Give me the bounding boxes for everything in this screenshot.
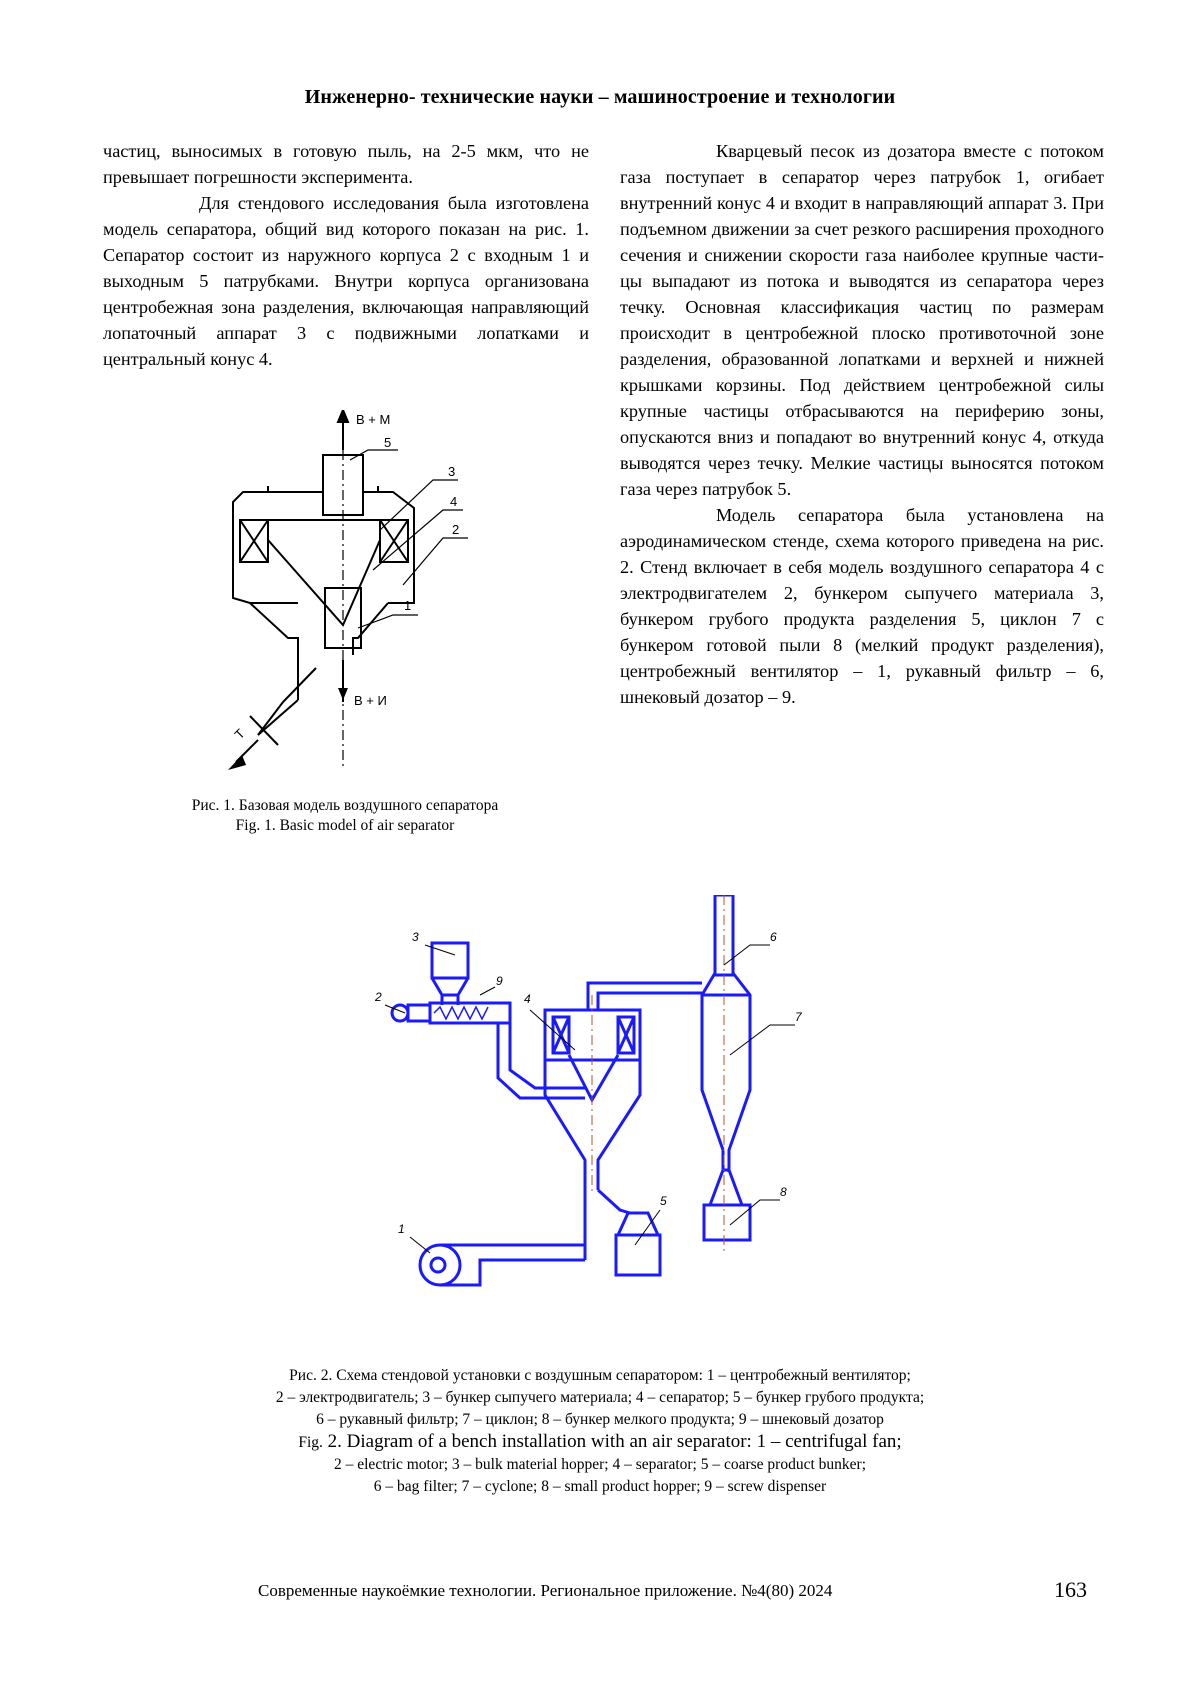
label-flow-in: В + И bbox=[354, 693, 387, 708]
label-5: 5 bbox=[384, 435, 392, 450]
caption-en-prefix: Fig. bbox=[298, 1434, 323, 1451]
caption-ru: Рис. 1. Базовая модель воздушного сепаратора bbox=[191, 797, 499, 814]
left-column bbox=[103, 138, 589, 372]
paragraph: Кварцевый песок из дозатора вместе с потоком газа поступает в сепаратор через патрубок 1, огибает внутренний конус 4 и входит в направляющий аппарат 3. При подъемном движении за счет резкого расширения проходного сечения и снижении скорости газа наиболее крупные частицы выпадают из потока и выводятся из сепаратора через течку. Основная классификация частиц по размерам происходит в центробежной плоско противоточной зоне разделения, образованной лопатками и верхней и нижней крышками корзины. Под действием центробежной силы крупные частицы отбрасываются на периферию зоны, опускаются вниз и попадают во внутренний конус 4, откуда выводятся через течку. Мелкие частицы выносятся потоком газа через патрубок 5. bbox=[620, 141, 1104, 499]
caption-en: Fig. 1. Basic model of air separator bbox=[235, 817, 455, 834]
cyclone-7 bbox=[702, 973, 750, 1172]
figure-2-bench-diagram bbox=[330, 895, 870, 1325]
caption-en-main bbox=[0, 1431, 1200, 1454]
caption-ru-line: 6 – рукавный фильтр; 7 – циклон; 8 – бункер мелкого продукта; 9 – шнековый дозатор bbox=[316, 1411, 884, 1428]
label-1: 1 bbox=[404, 598, 412, 613]
label-side-flow: Т bbox=[231, 725, 248, 743]
caption-en-main-text: 2. Diagram of a bench installation with an air separator: 1 – centrifugal fan; bbox=[327, 1431, 902, 1452]
label-flow-out: В + М bbox=[356, 412, 391, 427]
caption-en-line: 2 – electric motor; 3 – bulk material hopper; 4 – separator; 5 – coarse product bunker; bbox=[334, 1456, 866, 1473]
fine-hopper-8 bbox=[704, 1205, 750, 1240]
electric-motor-2 bbox=[408, 1005, 430, 1021]
label-4: 4 bbox=[524, 992, 531, 1006]
caption-ru-line: Рис. 2. Схема стендовой установки с воздушным сепаратором: 1 – центробежный вентилятор; bbox=[289, 1367, 911, 1384]
paragraph: частиц, выносимых в готовую пыль, на 2-5 мкм, что не превышает погрешности эксперимента. bbox=[103, 141, 589, 187]
paragraph: Для стендового исследования была изготовлена модель сепаратора, общий вид которого показан на рис. 1. Сепаратор состоит из наружного корпуса 2 с входным 1 и выходным 5 патрубками. Внутри корпуса организована центробежная зона разделения, включающая направляющий лопаточный аппарат 3 с подвижными лопатками и центральный конус 4. bbox=[103, 193, 589, 369]
journal-title: Современные наукоёмкие технологии. Региональное приложение. №4(80) 2024 bbox=[258, 1581, 833, 1600]
label-2: 2 bbox=[375, 990, 382, 1004]
figure-2-caption bbox=[0, 1365, 1200, 1498]
label-6: 6 bbox=[770, 930, 777, 944]
paragraph: Модель сепаратора была установлена на аэродинамическом стенде, схема которого приведена на рис. 2. Стенд включает в себя модель воздушного сепаратора 4 с электродвигателем 2, бункером сыпучего материала 3, бункером грубого продукта разделения 5, циклон 7 с бункером готовой пыли 8 (мелкий продукт разделения), центробежный вентилятор – 1, рукавный фильтр – 6, шнековый дозатор – 9. bbox=[620, 505, 1104, 707]
duct-to-cyclone bbox=[588, 983, 702, 1010]
label-3: 3 bbox=[412, 930, 419, 944]
running-header: Инженерно- технические науки – машиностроение и технологии bbox=[304, 86, 896, 108]
bulk-hopper-3 bbox=[432, 943, 468, 978]
figure-1-separator-diagram bbox=[228, 410, 528, 780]
label-8: 8 bbox=[780, 1185, 787, 1199]
label-9: 9 bbox=[496, 974, 503, 988]
label-2: 2 bbox=[452, 522, 460, 537]
label-3: 3 bbox=[448, 464, 456, 479]
right-column bbox=[620, 138, 1104, 710]
caption-en-line: 6 – bag filter; 7 – cyclone; 8 – small product hopper; 9 – screw dispenser bbox=[373, 1478, 827, 1495]
caption-ru-line: 2 – электродвигатель; 3 – бункер сыпучего материала; 4 – сепаратор; 5 – бункер грубого продукта; bbox=[275, 1389, 925, 1406]
label-1: 1 bbox=[398, 1222, 405, 1236]
label-7: 7 bbox=[795, 1010, 802, 1024]
figure-1-caption bbox=[0, 796, 690, 836]
page-number: 163 bbox=[1054, 1577, 1087, 1602]
label-4: 4 bbox=[450, 494, 458, 509]
label-5: 5 bbox=[660, 1194, 667, 1208]
centrifugal-fan-1 bbox=[420, 1245, 460, 1285]
